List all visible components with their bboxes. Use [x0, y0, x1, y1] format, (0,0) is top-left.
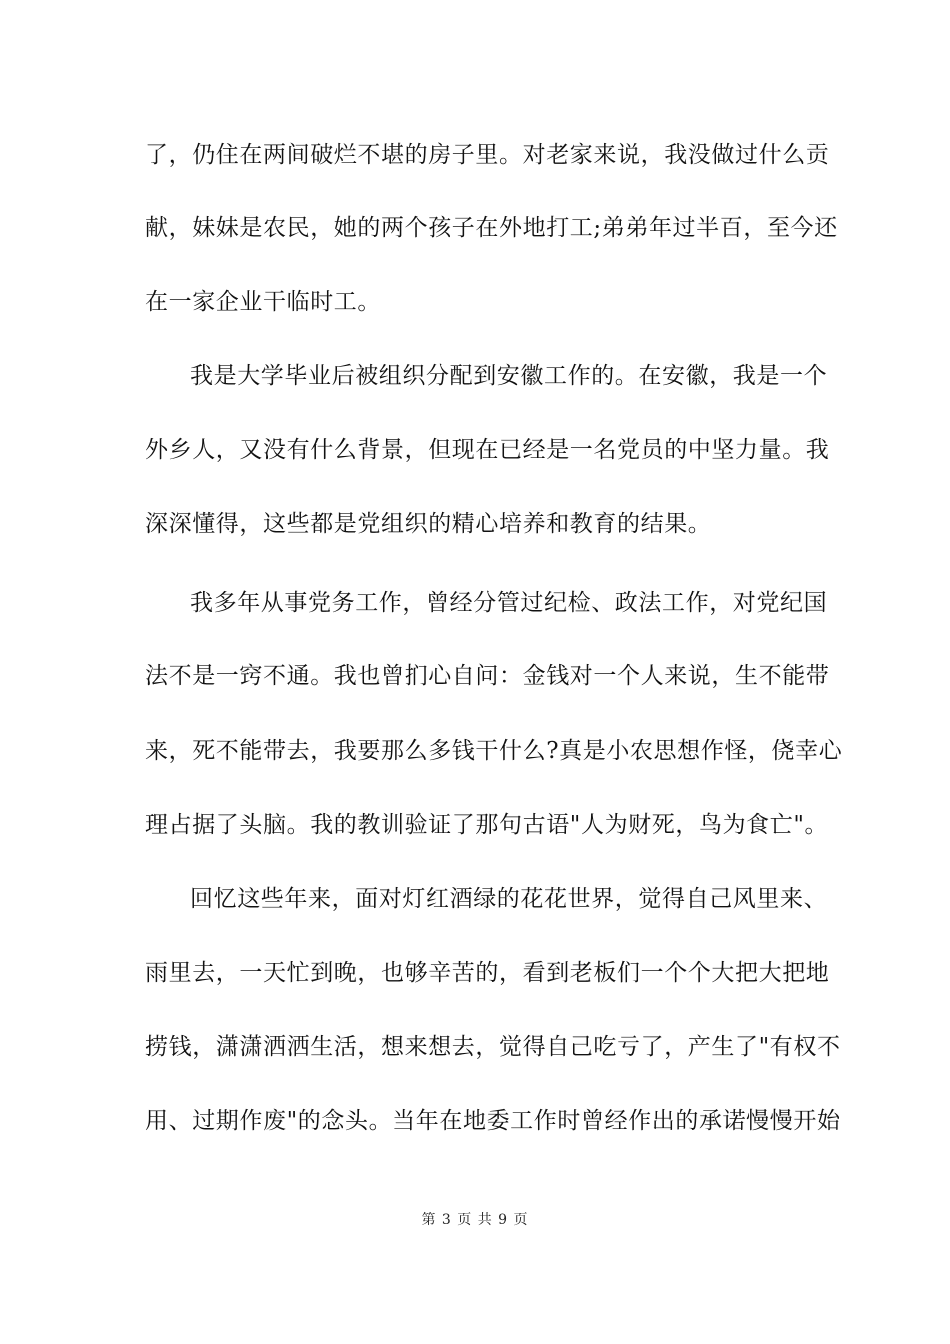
paragraph-first-line: 回忆这些年来，面对灯红酒绿的花花世界，觉得自己风里来、: [190, 886, 828, 912]
text-line: 来，死不能带去，我要那么多钱干什么?真是小农思想作怪，侥幸心: [145, 738, 843, 764]
text-line: 法不是一窍不通。我也曾扪心自问：金钱对一个人来说，生不能带: [145, 663, 830, 689]
text-line: 献，妹妹是农民，她的两个孩子在外地打工;弟弟年过半百，至今还: [145, 215, 838, 241]
text-line: 理占据了头脑。我的教训验证了那句古语"人为财死，鸟为食亡"。: [145, 812, 829, 838]
text-line: 外乡人，又没有什么背景，但现在已经是一名党员的中坚力量。我: [145, 437, 830, 463]
page-number: 第 3 页 共 9 页: [421, 1212, 529, 1228]
paragraph-first-line: 我多年从事党务工作，曾经分管过纪检、政法工作，对党纪国: [190, 590, 828, 616]
text-line: 捞钱，潇潇洒洒生活，想来想去，觉得自己吃亏了，产生了"有权不: [145, 1034, 841, 1060]
text-line: 深深懂得，这些都是党组织的精心培养和教育的结果。: [145, 511, 712, 537]
text-line: 了，仍住在两间破烂不堪的房子里。对老家来说，我没做过什么贡: [145, 142, 830, 168]
text-line: 用、过期作废"的念头。当年在地委工作时曾经作出的承诺慢慢开始: [145, 1108, 841, 1134]
text-line: 雨里去，一天忙到晚，也够辛苦的，看到老板们一个个大把大把地: [145, 960, 830, 986]
text-line: 在一家企业干临时工。: [145, 289, 381, 315]
paragraph-first-line: 我是大学毕业后被组织分配到安徽工作的。在安徽，我是一个: [190, 363, 828, 389]
